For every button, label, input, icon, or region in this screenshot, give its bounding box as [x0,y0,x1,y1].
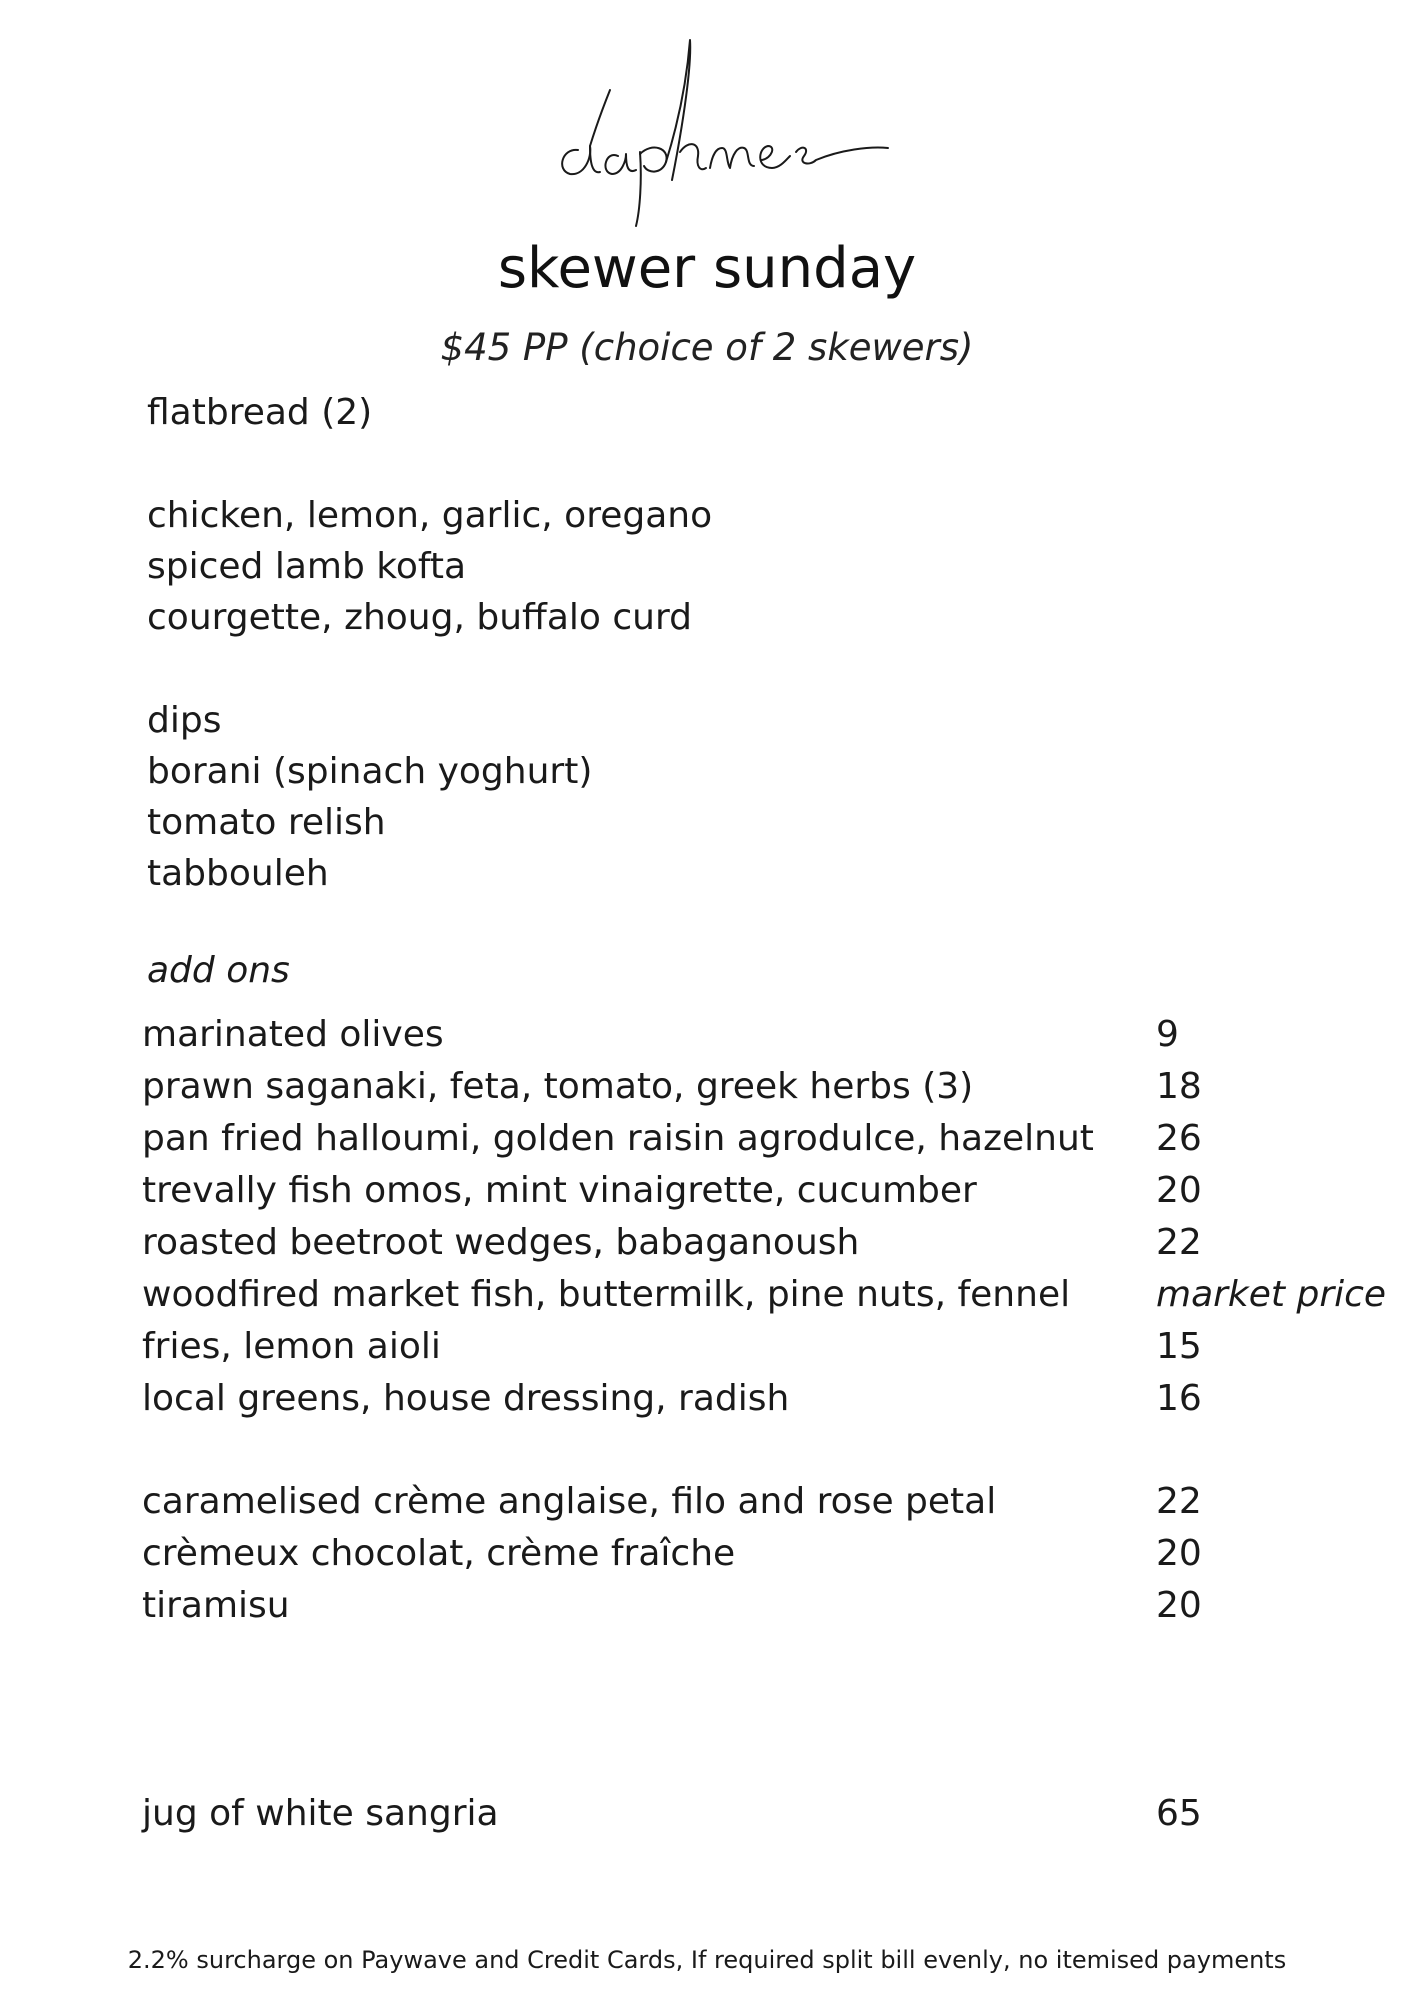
dessert-name: crèmeux chocolat, crème fraîche [142,1533,736,1574]
drink-price: 65 [1156,1793,1202,1834]
add-on-name: local greens, house dressing, radish [142,1378,790,1419]
add-on-name: fries, lemon aioli [142,1326,441,1367]
dessert-price: 20 [1156,1585,1202,1626]
add-on-name: trevally fish omos, mint vinaigrette, cucumber [142,1170,977,1211]
skewer-item: spiced lamb kofta [147,546,467,587]
add-on-name: roasted beetroot wedges, babaganoush [142,1222,860,1263]
side-item: tabbouleh [147,853,329,894]
add-on-price: 16 [1156,1378,1202,1419]
add-on-price-market: market price [1156,1274,1387,1315]
sides-heading: dips [147,700,222,741]
daphnes-signature-logo [540,30,900,230]
add-ons-heading: add ons [147,950,290,991]
dessert-name: caramelised crème anglaise, filo and rose petal [142,1481,997,1522]
side-item: borani (spinach yoghurt) [147,751,593,792]
dessert-name: tiramisu [142,1585,290,1626]
add-on-name: prawn saganaki, feta, tomato, greek herbs (3) [142,1066,974,1107]
drink-name: jug of white sangria [142,1793,499,1834]
add-on-name: marinated olives [142,1014,444,1055]
side-item: tomato relish [147,802,386,843]
add-on-price: 18 [1156,1066,1202,1107]
surcharge-note: 2.2% surcharge on Paywave and Credit Cards, If required split bill evenly, no itemised payments [127,1946,1287,1974]
menu-title: skewer sunday [497,236,917,301]
add-on-price: 22 [1156,1222,1202,1263]
menu-subtitle-price: $45 PP (choice of 2 skewers) [440,326,974,369]
add-on-price: 9 [1156,1014,1179,1055]
add-on-name: woodfired market fish, buttermilk, pine nuts, fennel [142,1274,1071,1315]
add-on-price: 15 [1156,1326,1202,1367]
add-on-price: 26 [1156,1118,1202,1159]
dessert-price: 22 [1156,1481,1202,1522]
add-on-name: pan fried halloumi, golden raisin agrodulce, hazelnut [142,1118,1094,1159]
add-on-price: 20 [1156,1170,1202,1211]
flatbread-item: flatbread (2) [147,392,373,433]
dessert-price: 20 [1156,1533,1202,1574]
skewer-item: courgette, zhoug, buffalo curd [147,597,692,638]
skewer-item: chicken, lemon, garlic, oregano [147,495,713,536]
